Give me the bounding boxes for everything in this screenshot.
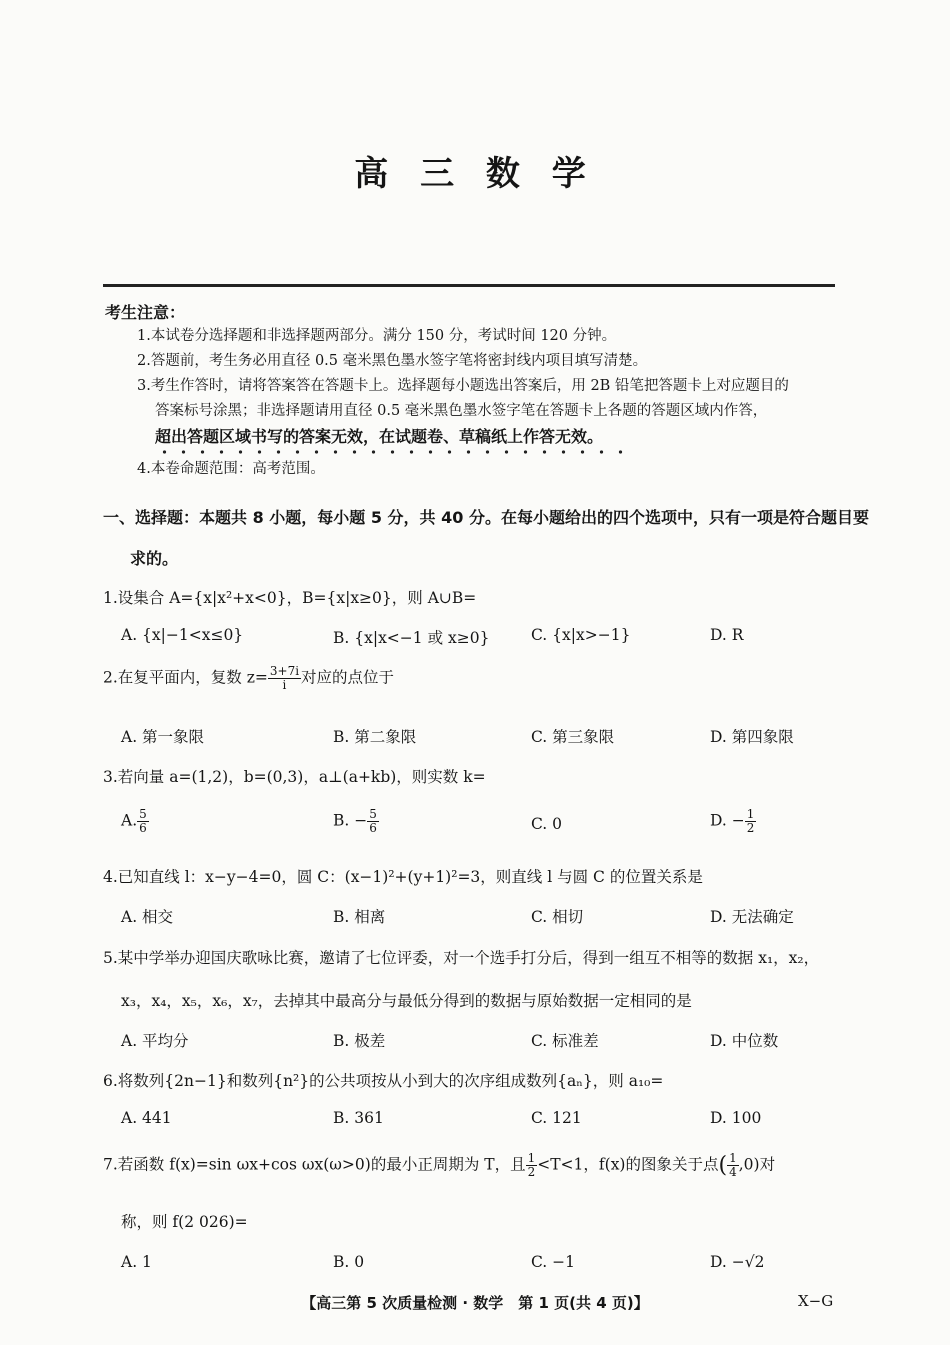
q3-a-prefix: A.: [121, 811, 138, 830]
q3-a-den: 6: [139, 821, 147, 835]
paper-code: X−G: [798, 1292, 834, 1310]
q1-option-c: C. {x|x>−1}: [531, 626, 631, 644]
q7-option-c: C. −1: [531, 1253, 576, 1271]
q6-option-b: B. 361: [333, 1109, 384, 1127]
q2-fraction-num: 3+7i: [269, 664, 300, 678]
question-7-cont: 称，则 f(2 026)=: [121, 1213, 248, 1231]
q2-option-b: B. 第二象限: [333, 728, 417, 746]
q3-a-fraction: [137, 808, 149, 835]
q3-option-a: [121, 808, 149, 835]
q3-b-prefix: B. −: [333, 811, 368, 830]
page-footer: 【高三第 5 次质量检测 · 数学 第 1 页(共 4 页)】: [301, 1294, 649, 1312]
notice-item-3-cont: 答案标号涂黑；非选择题请用直径 0.5 毫米黑色墨水签字笔在答题卡上各题的答题区域内作答，: [155, 403, 768, 419]
q7-f1-den: 2: [527, 1165, 536, 1179]
q4-option-d: D. 无法确定: [710, 908, 794, 926]
notice-item-2: 2.答题前，考生务必用直径 0.5 毫米黑色墨水签字笔将密封线内项目填写清楚。: [137, 353, 648, 369]
q7-fraction-2: [727, 1152, 739, 1179]
q7-f2-num: 1: [729, 1151, 737, 1165]
q7-left-paren: (: [718, 1153, 728, 1178]
q3-option-d: [710, 808, 756, 835]
q2-stem-post: 对应的点位于: [301, 668, 395, 687]
q3-option-b: [333, 808, 379, 835]
notice-item-4: 4.本卷命题范围：高考范围。: [137, 461, 325, 477]
question-7: [103, 1152, 775, 1179]
q7-option-b: B. 0: [333, 1253, 365, 1271]
notice-item-3: 3.考生作答时，请将答案答在答题卡上。选择题每小题选出答案后，用 2B 铅笔把答题卡上对应题目的: [137, 378, 789, 394]
q7-option-a: A. 1: [121, 1253, 152, 1271]
q7-fraction-1: [526, 1152, 538, 1179]
q2-option-a: A. 第一象限: [121, 728, 205, 746]
notice-heading: 考生注意：: [105, 303, 186, 322]
q4-option-b: B. 相离: [333, 908, 386, 926]
q6-option-c: C. 121: [531, 1109, 582, 1127]
q1-option-d: D. R: [710, 626, 744, 644]
q4-option-a: A. 相交: [121, 908, 174, 926]
q7-option-d: D. −√2: [710, 1253, 765, 1271]
q5-option-a: A. 平均分: [121, 1032, 189, 1050]
q3-a-num: 5: [139, 807, 147, 821]
q7-f1-num: 1: [527, 1151, 536, 1165]
q3-d-den: 2: [746, 821, 755, 835]
q6-option-d: D. 100: [710, 1109, 762, 1127]
q5-option-c: C. 标准差: [531, 1032, 599, 1050]
q3-b-fraction: [367, 808, 379, 835]
q7-f2-den: 4: [729, 1165, 737, 1179]
q6-option-a: A. 441: [121, 1109, 172, 1127]
q1-option-b: B. {x|x<−1 或 x≥0}: [333, 629, 490, 647]
question-2: [103, 665, 394, 692]
section-heading: 一、选择题：本题共 8 小题，每小题 5 分，共 40 分。在每小题给出的四个选项中，只有一项是符合题目要: [103, 508, 869, 527]
q3-d-prefix: D. −: [710, 811, 745, 830]
question-4: 4.已知直线 l：x−y−4=0，圆 C：(x−1)²+(y+1)²=3，则直线 l 与圆 C 的位置关系是: [103, 868, 703, 886]
page-title: 高 三 数 学: [354, 154, 596, 194]
question-5-cont: x₃，x₄，x₅，x₆，x₇，去掉其中最高分与最低分得到的数据与原始数据一定相同的是: [121, 992, 692, 1010]
q1-option-a: A. {x|−1<x≤0}: [121, 626, 244, 644]
q2-fraction: [268, 665, 301, 692]
question-5: 5.某中学举办迎国庆歌咏比赛，邀请了七位评委，对一个选手打分后，得到一组互不相等的数据 x₁，x₂，: [103, 949, 820, 967]
q3-option-c: C. 0: [531, 815, 563, 833]
q2-fraction-den: i: [282, 678, 287, 692]
q7-stem-mid: <T<1，f(x)的图象关于点: [537, 1155, 719, 1174]
q2-stem-pre: 2.在复平面内，复数 z=: [103, 668, 268, 687]
q3-d-num: 1: [746, 807, 755, 821]
question-1: 1.设集合 A={x|x²+x<0}，B={x|x≥0}，则 A∪B=: [103, 589, 477, 607]
question-3: 3.若向量 a=(1,2)，b=(0,3)，a⊥(a+kb)，则实数 k=: [103, 768, 486, 786]
q4-option-c: C. 相切: [531, 908, 584, 926]
header-rule: [103, 284, 835, 287]
emphasis-dots: [155, 449, 630, 455]
q2-option-d: D. 第四象限: [710, 728, 794, 746]
q3-b-num: 5: [369, 807, 377, 821]
section-heading-cont: 求的。: [130, 549, 179, 568]
q7-stem-pre: 7.若函数 f(x)=sin ωx+cos ωx(ω>0)的最小正周期为 T，且: [103, 1155, 526, 1174]
q5-option-b: B. 极差: [333, 1032, 386, 1050]
notice-item-1: 1.本试卷分选择题和非选择题两部分。满分 150 分，考试时间 120 分钟。: [137, 328, 617, 344]
notice-item-3-emphasis: 超出答题区域书写的答案无效，在试题卷、草稿纸上作答无效。: [155, 427, 604, 446]
question-6: 6.将数列{2n−1}和数列{n²}的公共项按从小到大的次序组成数列{aₙ}，则 a₁₀=: [103, 1072, 664, 1090]
q3-b-den: 6: [369, 821, 377, 835]
q5-option-d: D. 中位数: [710, 1032, 779, 1050]
q7-right-paren: ,0): [738, 1155, 760, 1174]
q2-option-c: C. 第三象限: [531, 728, 615, 746]
q3-d-fraction: [745, 808, 757, 835]
q7-stem-post: 对: [759, 1155, 776, 1174]
